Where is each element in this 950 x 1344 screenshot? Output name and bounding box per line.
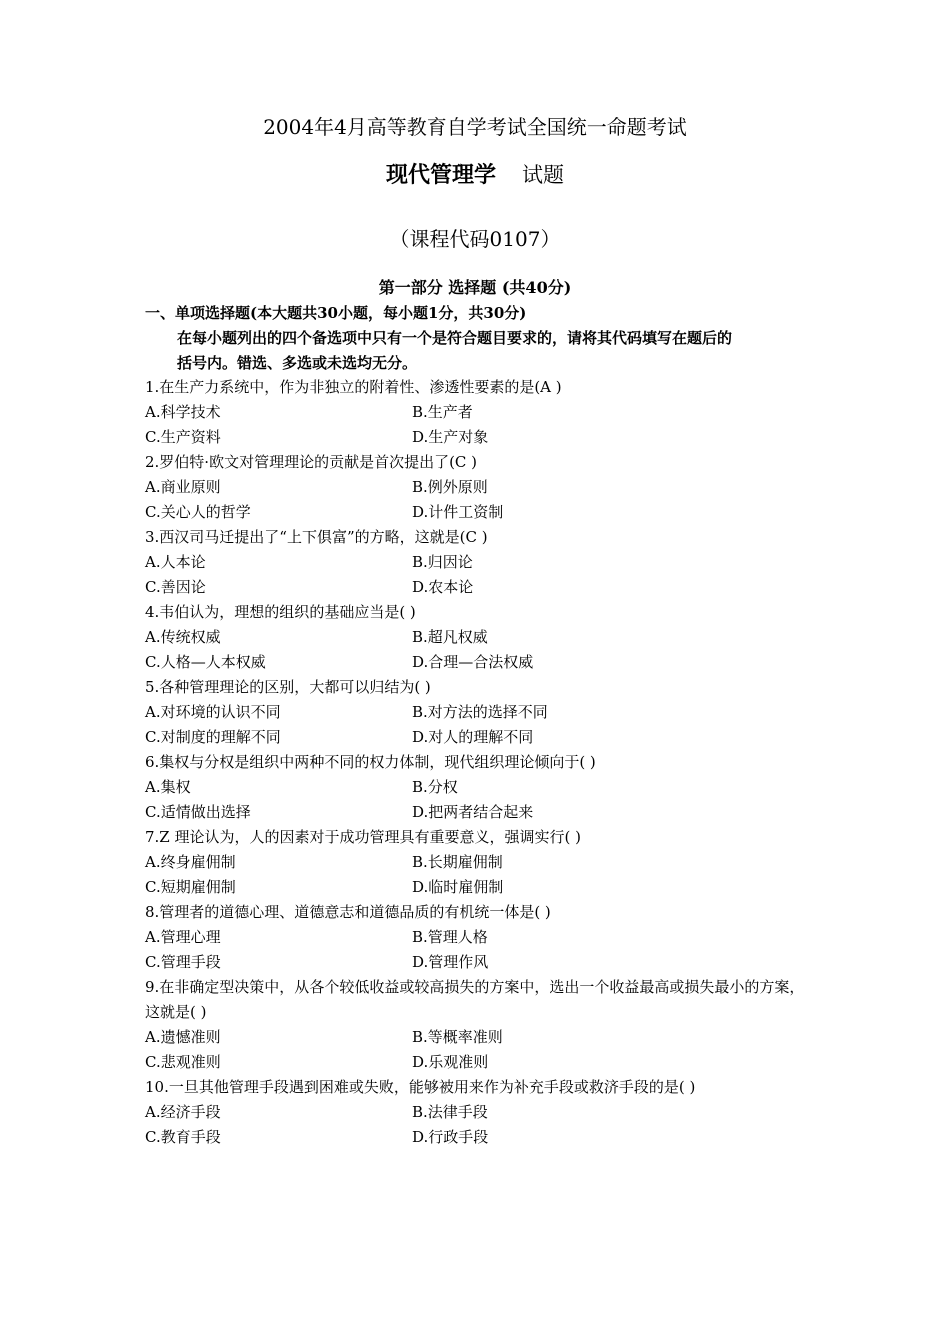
section-header bbox=[145, 301, 815, 376]
option-a: A.经济手段 bbox=[145, 1103, 221, 1121]
question-3 bbox=[145, 525, 815, 600]
question-stem: 8.管理者的道德心理、道德意志和道德品质的有机统一体是( ) bbox=[145, 903, 551, 921]
option-a: A.商业原则 bbox=[145, 478, 221, 496]
option-c: C.善因论 bbox=[145, 578, 206, 596]
option-a: A.科学技术 bbox=[145, 403, 221, 421]
option-d: D.对人的理解不同 bbox=[412, 728, 534, 746]
question-1 bbox=[145, 375, 815, 450]
option-c: C.管理手段 bbox=[145, 953, 221, 971]
question-stem: 10.一旦其他管理手段遇到困难或失败，能够被用来作为补充手段或救济手段的是( ) bbox=[145, 1078, 696, 1096]
option-a: A.遗憾准则 bbox=[145, 1028, 221, 1046]
option-d: D.农本论 bbox=[412, 578, 474, 596]
option-c: C.教育手段 bbox=[145, 1128, 221, 1146]
option-b: B.归因论 bbox=[412, 553, 473, 571]
subject-suffix: 试题 bbox=[522, 163, 564, 187]
question-4 bbox=[145, 600, 815, 675]
question-6 bbox=[145, 750, 815, 825]
section-instruction-line-2: 括号内。错选、多选或未选均无分。 bbox=[177, 354, 418, 372]
question-2 bbox=[145, 450, 815, 525]
option-b: B.分权 bbox=[412, 778, 458, 796]
option-c: C.短期雇佣制 bbox=[145, 878, 236, 896]
option-b: B.法律手段 bbox=[412, 1103, 488, 1121]
question-stem: 3.西汉司马迁提出了“上下俱富”的方略，这就是(C ) bbox=[145, 528, 488, 546]
option-b: B.长期雇佣制 bbox=[412, 853, 503, 871]
option-a: A.管理心理 bbox=[145, 928, 221, 946]
question-9 bbox=[145, 975, 815, 1075]
option-b: B.对方法的选择不同 bbox=[412, 703, 548, 721]
option-a: A.传统权威 bbox=[145, 628, 221, 646]
option-d: D.行政手段 bbox=[412, 1128, 489, 1146]
question-stem: 9.在非确定型决策中，从各个较低收益或较高损失的方案中，选出一个收益最高或损失最小的方案，这就是( ) bbox=[145, 978, 805, 1021]
option-b: B.超凡权威 bbox=[412, 628, 488, 646]
question-stem: 4.韦伯认为，理想的组织的基础应当是( ) bbox=[145, 603, 416, 621]
subject-line bbox=[0, 160, 950, 191]
part-title: 第一部分 选择题 (共40分) bbox=[378, 278, 572, 297]
option-a: A.集权 bbox=[145, 778, 191, 796]
option-c: C.对制度的理解不同 bbox=[145, 728, 281, 746]
option-d: D.生产对象 bbox=[412, 428, 489, 446]
option-d: D.合理—合法权威 bbox=[412, 653, 534, 671]
question-stem: 2.罗伯特·欧文对管理理论的贡献是首次提出了(C ) bbox=[145, 453, 478, 471]
option-d: D.管理作风 bbox=[412, 953, 489, 971]
option-b: B.管理人格 bbox=[412, 928, 488, 946]
question-7 bbox=[145, 825, 815, 900]
option-b: B.例外原则 bbox=[412, 478, 488, 496]
option-c: C.悲观准则 bbox=[145, 1053, 221, 1071]
question-stem: 1.在生产力系统中，作为非独立的附着性、渗透性要素的是(A ) bbox=[145, 378, 562, 396]
question-5 bbox=[145, 675, 815, 750]
option-c: C.人格—人本权威 bbox=[145, 653, 266, 671]
option-c: C.适情做出选择 bbox=[145, 803, 251, 821]
option-d: D.临时雇佣制 bbox=[412, 878, 504, 896]
course-code: （课程代码0107） bbox=[389, 227, 561, 251]
option-a: A.人本论 bbox=[145, 553, 206, 571]
option-b: B.等概率准则 bbox=[412, 1028, 503, 1046]
option-a: A.终身雇佣制 bbox=[145, 853, 236, 871]
question-8 bbox=[145, 900, 815, 975]
exam-title: 2004年4月高等教育自学考试全国统一命题考试 bbox=[263, 115, 687, 139]
subject-name: 现代管理学 bbox=[385, 163, 496, 188]
question-10 bbox=[145, 1075, 815, 1150]
section-heading: 一、单项选择题(本大题共30小题，每小题1分，共30分) bbox=[145, 304, 527, 322]
option-a: A.对环境的认识不同 bbox=[145, 703, 281, 721]
option-c: C.生产资料 bbox=[145, 428, 221, 446]
option-c: C.关心人的哲学 bbox=[145, 503, 251, 521]
question-stem: 7.Z 理论认为，人的因素对于成功管理具有重要意义，强调实行( ) bbox=[145, 828, 581, 846]
option-d: D.把两者结合起来 bbox=[412, 803, 534, 821]
question-stem: 5.各种管理理论的区别，大都可以归结为( ) bbox=[145, 678, 431, 696]
section-instruction-line-1: 在每小题列出的四个备选项中只有一个是符合题目要求的，请将其代码填写在题后的 bbox=[177, 329, 733, 347]
question-list bbox=[145, 375, 815, 1150]
option-d: D.乐观准则 bbox=[412, 1053, 489, 1071]
option-d: D.计件工资制 bbox=[412, 503, 504, 521]
option-b: B.生产者 bbox=[412, 403, 473, 421]
question-stem: 6.集权与分权是组织中两种不同的权力体制，现代组织理论倾向于( ) bbox=[145, 753, 596, 771]
